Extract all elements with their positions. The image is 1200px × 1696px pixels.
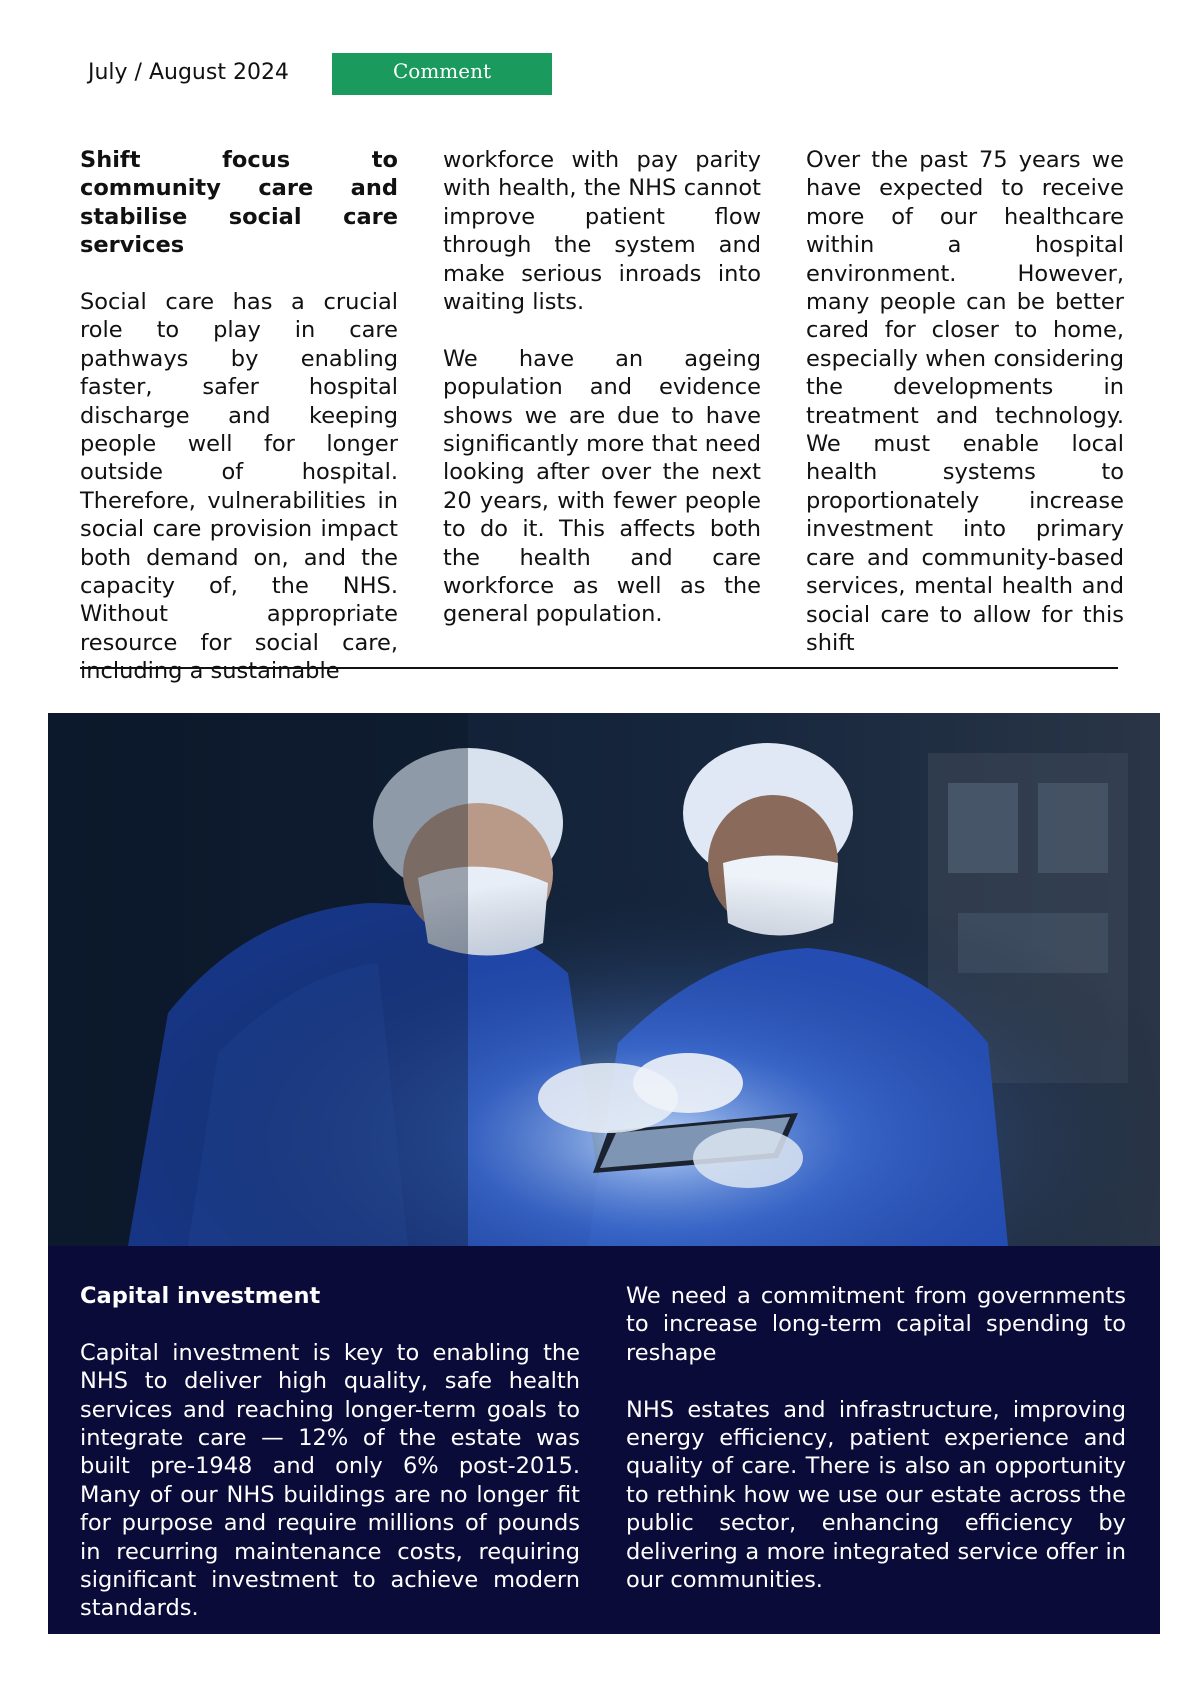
photo-illustration: [48, 713, 1160, 1246]
paragraph: Over the past 75 years we have expected to receive more of our healthcare within a hospital environment. However, many people can be better cared for closer to home, especially when considering the developments in treatment and technology. We must enable local health systems to proportionately increase investment into primary care and community-based services, mental health and social care to allow for this shift: [806, 147, 1124, 656]
section-tag: Comment: [332, 53, 552, 95]
clinicians-photo: [48, 713, 1160, 1246]
paragraph: Capital investment is key to enabling the NHS to deliver high quality, safe health services and reaching longer-term goals to integrate care — 12% of the estate was built pre-1948 and only 6% post-2015. Many of our NHS buildings are no longer fit for purpose and require millions of pounds in recurring maintenance costs, requiring significant investment to achieve modern standards.: [80, 1339, 580, 1622]
capital-investment-right-column: [626, 1282, 1126, 1594]
section-heading: Capital investment: [80, 1283, 321, 1309]
section-divider: [80, 667, 1118, 669]
paragraph: workforce with pay parity with health, the NHS cannot improve patient flow through the system and make serious inroads into waiting lists.: [443, 147, 761, 316]
text-column-2: [443, 146, 761, 629]
capital-investment-left-column: [80, 1282, 580, 1623]
text-column-1: [80, 146, 398, 686]
text-column-3: [806, 146, 1124, 657]
paragraph: NHS estates and infrastructure, improving energy efficiency, patient experience and quality of care. There is also an opportunity to rethink how we use our estate across the public sector, enhancing efficiency by delivering a more integrated service offer in our communities.: [626, 1396, 1126, 1594]
paragraph: Social care has a crucial role to play in care pathways by enabling faster, safer hospital discharge and keeping people well for longer outside of hospital. Therefore, vulnerabilities in social care provision impact both demand on, and the capacity of, the NHS. Without appropriate resource for social care, including a sustainable: [80, 289, 398, 685]
section-heading: Shift focus to community care and stabilise social care services: [80, 147, 398, 259]
issue-date: July / August 2024: [88, 60, 289, 85]
paragraph: We have an ageing population and evidence shows we are due to have significantly more that need looking after over the next 20 years, with fewer people to do it. This affects both the health and care workforce as well as the general population.: [443, 345, 761, 628]
paragraph: We need a commitment from governments to increase long-term capital spending to reshape: [626, 1283, 1126, 1366]
